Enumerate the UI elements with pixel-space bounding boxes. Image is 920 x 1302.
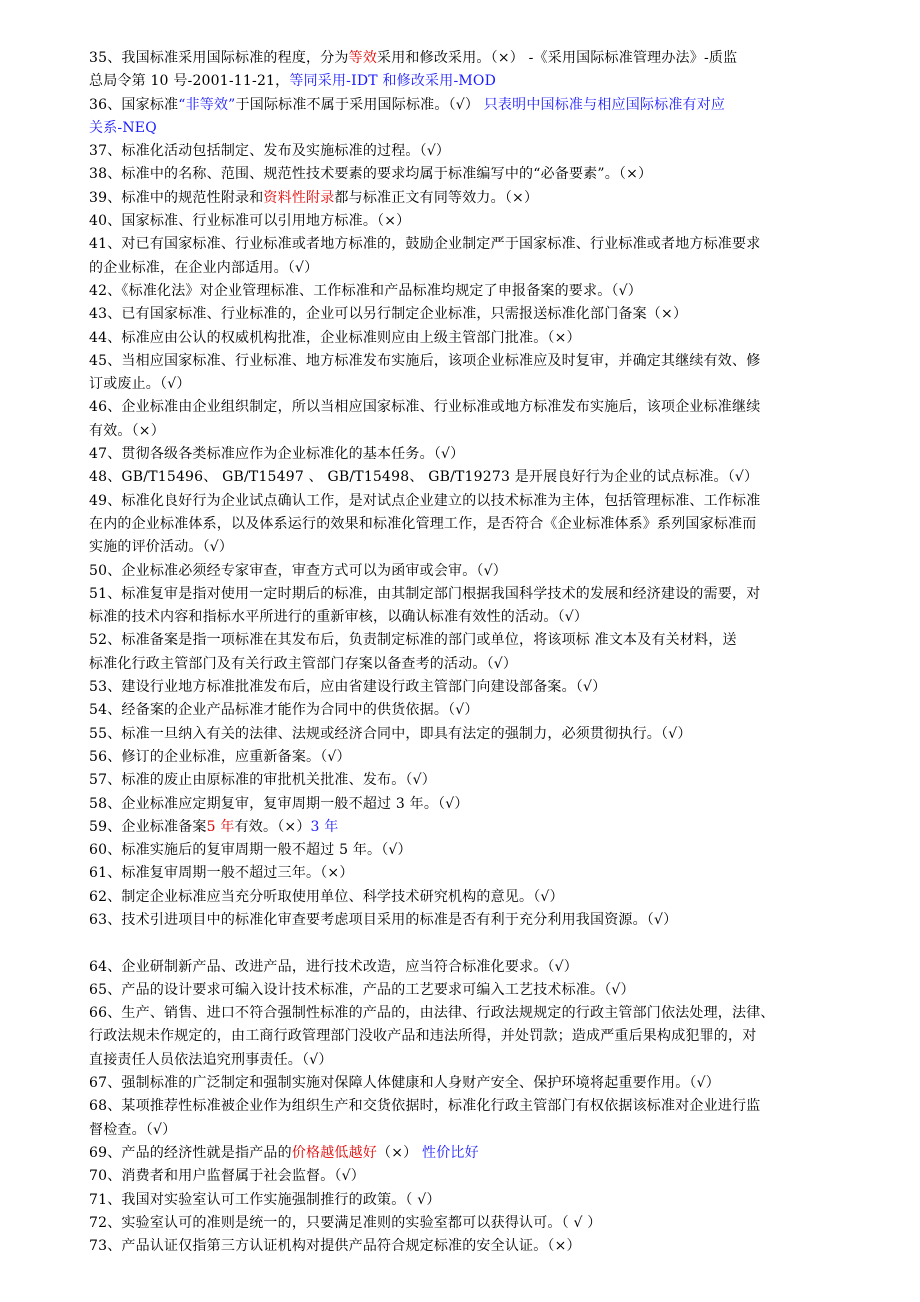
text-segment: 65、产品的设计要求可编入设计技术标准，产品的工艺要求可编入工艺技术标准。（√） xyxy=(89,981,635,998)
text-segment: 70、消费者和用户监督属于社会监督。（√） xyxy=(89,1168,365,1185)
text-segment: 在内的企业标准体系，以及体系运行的效果和标准化管理工作，是否符合《企业标准体系》系列国家标准而 xyxy=(89,515,757,532)
text-line xyxy=(89,1189,845,1212)
text-segment: 50、企业标准必须经专家审查，审查方式可以为函审或会审。（√） xyxy=(89,562,507,579)
blue-annotation: 等同采用-IDT 和修改采用-MOD xyxy=(289,73,497,90)
text-segment: 37、标准化活动包括制定、发布及实施标准的过程。（√） xyxy=(89,143,451,160)
text-segment: 60、标准实施后的复审周期一般不超过 5 年。（√） xyxy=(89,842,412,859)
text-line xyxy=(89,1119,845,1142)
blank-line xyxy=(89,932,845,955)
text-segment: 62、制定企业标准应当充分听取使用单位、科学技术研究机构的意见。（√） xyxy=(89,888,564,905)
text-segment: 55、标准一旦纳入有关的法律、法规或经济合同中，即具有法定的强制力，必须贯彻执行。（√） xyxy=(89,725,692,742)
text-segment: 42、《标准化法》对企业管理标准、工作标准和产品标准均规定了申报备案的要求。（√） xyxy=(89,282,642,299)
text-line xyxy=(89,1212,845,1235)
text-line xyxy=(89,187,845,210)
text-line xyxy=(89,816,845,839)
red-annotation: 资料性附录 xyxy=(263,189,335,206)
text-segment: 41、对已有国家标准、行业标准或者地方标准的，鼓励企业制定严于国家标准、行业标准或者地方标准要求 xyxy=(89,236,761,253)
text-segment: 实施的评价活动。（√） xyxy=(89,539,234,556)
text-segment: 43、已有国家标准、行业标准的，企业可以另行制定企业标准，只需报送标准化部门备案（×） xyxy=(89,306,688,323)
text-line xyxy=(89,303,845,326)
text-segment: 57、标准的废止由原标准的审批机关批准、发布。（√） xyxy=(89,772,436,789)
text-segment: 45、当相应国家标准、行业标准、地方标准发布实施后，该项企业标准应及时复审，并确定其继续有效、修 xyxy=(89,352,761,369)
text-line xyxy=(89,257,845,280)
text-line xyxy=(89,583,845,606)
text-segment: 67、强制标准的广泛制定和强制实施对保障人体健康和人身财产安全、保护环境将起重要作用。（√） xyxy=(89,1075,720,1092)
text-segment: 64、企业研制新产品、改进产品，进行技术改造，应当符合标准化要求。（√） xyxy=(89,958,578,975)
blue-annotation: 只表明中国标准与相应国际标准有对应 xyxy=(483,96,726,113)
document-body xyxy=(89,47,845,1258)
text-line xyxy=(89,1165,845,1188)
text-line xyxy=(89,629,845,652)
text-line xyxy=(89,233,845,256)
text-line xyxy=(89,396,845,419)
blue-annotation: “非等效” xyxy=(178,96,236,113)
text-line xyxy=(89,117,845,140)
text-segment: 于国际标准不属于采用国际标准。（√） xyxy=(235,96,484,113)
text-line xyxy=(89,793,845,816)
text-segment: （×） xyxy=(377,1144,423,1161)
text-segment: 38、标准中的名称、范围、规范性技术要素的要求均属于标准编写中的“必备要素”。（×） xyxy=(89,166,653,183)
text-line xyxy=(89,839,845,862)
text-line xyxy=(89,163,845,186)
text-line xyxy=(89,350,845,373)
text-segment: 都与标准正文有同等效力。（×） xyxy=(334,189,539,206)
text-line xyxy=(89,699,845,722)
text-segment: 直接责任人员依法追究刑事责任。（√） xyxy=(89,1051,333,1068)
text-line xyxy=(89,606,845,629)
text-segment: 59、企业标准备案 xyxy=(89,818,207,835)
text-segment: 行政法规未作规定的，由工商行政管理部门没收产品和违法所得，并处罚款；造成严重后果构成犯罪的，对 xyxy=(89,1028,757,1045)
text-line xyxy=(89,94,845,117)
text-segment: 总局令第 10 号-2001-11-21， xyxy=(89,73,290,90)
text-segment: 标准化行政主管部门及有关行政主管部门存案以备查考的活动。（√） xyxy=(89,655,518,672)
text-segment: 72、实验室认可的准则是统一的，只要满足准则的实验室都可以获得认可。（ √ ） xyxy=(89,1214,602,1231)
text-line xyxy=(89,1049,845,1072)
text-segment: 46、企业标准由企业组织制定，所以当相应国家标准、行业标准或地方标准发布实施后，该项企业标准继续 xyxy=(89,399,761,416)
text-segment: 有效。（×） xyxy=(234,818,311,835)
text-line xyxy=(89,723,845,746)
text-segment: 49、标准化良好行为企业试点确认工作，是对试点企业建立的以技术标准为主体，包括管理标准、工作标准 xyxy=(89,492,761,509)
text-segment: 标准的技术内容和指标水平所进行的重新审核，以确认标准有效性的活动。（√） xyxy=(89,609,589,626)
text-segment: 44、标准应由公认的权威机构批准，企业标准则应由上级主管部门批准。（×） xyxy=(89,329,581,346)
text-segment: 47、贯彻各级各类标准应作为企业标准化的基本任务。（√） xyxy=(89,446,465,463)
text-segment: 73、产品认证仅指第三方认证机构对提供产品符合规定标准的安全认证。（×） xyxy=(89,1238,581,1255)
text-segment: 36、国家标准 xyxy=(89,96,179,113)
text-line xyxy=(89,1235,845,1258)
text-line xyxy=(89,490,845,513)
text-line xyxy=(89,1142,845,1165)
text-line xyxy=(89,70,845,93)
red-annotation: 价格越低越好 xyxy=(291,1144,378,1161)
text-segment: 40、国家标准、行业标准可以引用地方标准。（×） xyxy=(89,213,411,230)
text-segment: 订或废止。（√） xyxy=(89,376,191,393)
text-segment: 58、企业标准应定期复审，复审周期一般不超过 3 年。（√） xyxy=(89,795,469,812)
text-line xyxy=(89,327,845,350)
text-line xyxy=(89,746,845,769)
text-line xyxy=(89,513,845,536)
text-segment: 56、修订的企业标准，应重新备案。（√） xyxy=(89,748,351,765)
text-segment: 的企业标准，在企业内部适用。（√） xyxy=(89,259,319,276)
text-line xyxy=(89,909,845,932)
text-segment: 48、GB/T15496、 GB/T15497 、 GB/T15498、 GB/T19273 是开展良好行为企业的试点标准。（√） xyxy=(89,469,759,486)
text-line xyxy=(89,979,845,1002)
text-segment: 督检查。（√） xyxy=(89,1121,177,1138)
text-segment: 63、技术引进项目中的标准化审查要考虑项目采用的标准是否有利于充分利用我国资源。（√） xyxy=(89,911,678,928)
text-line xyxy=(89,443,845,466)
text-line xyxy=(89,466,845,489)
text-segment: 39、标准中的规范性附录和 xyxy=(89,189,264,206)
blue-annotation: 性价比好 xyxy=(422,1144,479,1161)
text-segment: 53、建设行业地方标准批准发布后，应由省建设行政主管部门向建设部备案。（√） xyxy=(89,679,607,696)
text-line xyxy=(89,653,845,676)
text-segment: 35、我国标准采用国际标准的程度，分为 xyxy=(89,50,349,66)
text-line xyxy=(89,560,845,583)
red-annotation: 5 年 xyxy=(206,818,235,835)
blue-annotation: 关系-NEQ xyxy=(89,119,157,136)
text-line xyxy=(89,210,845,233)
text-line xyxy=(89,956,845,979)
text-line xyxy=(89,373,845,396)
text-line xyxy=(89,420,845,443)
text-line xyxy=(89,1002,845,1025)
text-line xyxy=(89,1095,845,1118)
text-segment: 采用和修改采用。（×） -《采用国际标准管理办法》-质监 xyxy=(377,50,738,66)
text-segment: 71、我国对实验室认可工作实施强制推行的政策。（ √） xyxy=(89,1191,441,1208)
text-segment: 51、标准复审是指对使用一定时期后的标准，由其制定部门根据我国科学技术的发展和经济建设的需要，对 xyxy=(89,585,761,602)
text-line xyxy=(89,536,845,559)
text-segment: 69、产品的经济性就是指产品的 xyxy=(89,1144,292,1161)
text-line xyxy=(89,280,845,303)
text-line xyxy=(89,676,845,699)
text-segment: 52、标准备案是指一项标准在其发布后，负责制定标准的部门或单位，将该项标 准文本及有关材料，送 xyxy=(89,632,737,649)
text-line xyxy=(89,769,845,792)
text-segment: 有效。（×） xyxy=(89,422,165,439)
text-segment: 66、生产、销售、进口不符合强制性标准的产品的，由法律、行政法规规定的行政主管部门依法处理，法律、 xyxy=(89,1005,775,1022)
text-line xyxy=(89,140,845,163)
text-line xyxy=(89,886,845,909)
text-line xyxy=(89,1025,845,1048)
blue-annotation: 3 年 xyxy=(310,818,339,835)
text-line xyxy=(89,1072,845,1095)
text-segment: 61、标准复审周期一般不超过三年。（×） xyxy=(89,865,354,882)
text-line xyxy=(89,47,845,70)
text-segment: 68、某项推荐性标准被企业作为组织生产和交货依据时，标准化行政主管部门有权依据该标准对企业进行监 xyxy=(89,1098,761,1115)
text-segment: 54、经备案的企业产品标准才能作为合同中的供货依据。（√） xyxy=(89,702,479,719)
red-annotation: 等效 xyxy=(348,50,378,66)
text-line xyxy=(89,862,845,885)
